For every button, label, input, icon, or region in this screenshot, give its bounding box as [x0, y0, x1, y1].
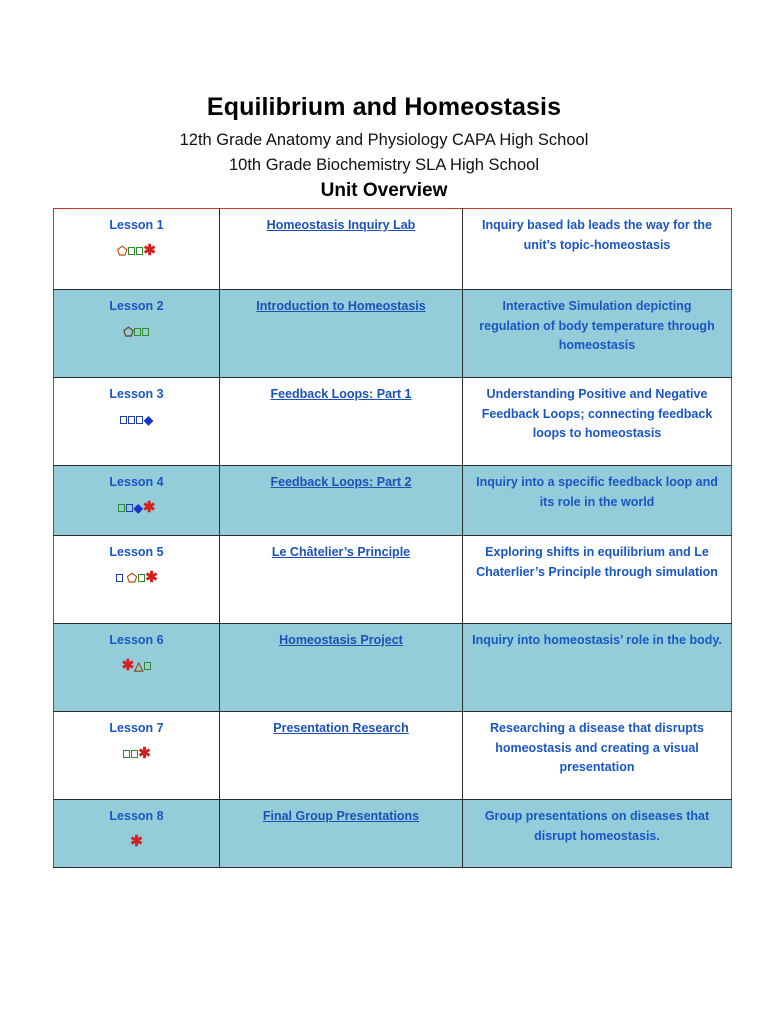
activity-cell — [220, 209, 463, 290]
lesson-cell — [54, 800, 220, 868]
activity-cell — [220, 536, 463, 624]
lesson-cell — [54, 378, 220, 466]
table-row — [54, 624, 732, 712]
section-heading: Unit Overview — [320, 180, 448, 201]
pentagon-icon: ⬠ — [126, 571, 138, 586]
lesson-cell — [54, 209, 220, 290]
square-icon — [128, 247, 135, 255]
lesson-icons — [62, 745, 211, 763]
description-cell: Interactive Simulation depicting regulation of body temperature through homeostasis — [463, 290, 732, 378]
lesson-cell — [54, 712, 220, 800]
square-icon — [142, 328, 149, 336]
lesson-label: Lesson 5 — [109, 545, 164, 559]
description-cell: Researching a disease that disrupts homeostasis and creating a visual presentation — [463, 712, 732, 800]
document-title: Equilibrium and Homeostasis — [206, 93, 562, 121]
square-icon — [144, 662, 151, 670]
activity-link[interactable]: Homeostasis Project — [279, 633, 403, 647]
subtitle-course-1: 12th Grade Anatomy and Physiology CAPA High School — [179, 131, 589, 149]
lesson-label: Lesson 6 — [109, 633, 164, 647]
lesson-icons — [62, 833, 211, 851]
table-row — [54, 712, 732, 800]
diamond-icon: ◆ — [143, 413, 154, 428]
square-icon — [123, 750, 130, 758]
table-row — [54, 800, 732, 868]
lesson-cell — [54, 624, 220, 712]
description-cell: Inquiry based lab leads the way for the unit’s topic-homeostasis — [463, 209, 732, 290]
activity-link[interactable]: Feedback Loops: Part 2 — [270, 475, 412, 489]
square-icon — [131, 750, 138, 758]
lesson-label: Lesson 7 — [109, 721, 164, 735]
description-cell: Group presentations on diseases that disrupt homeostasis. — [463, 800, 732, 868]
subtitle-course-2: 10th Grade Biochemistry SLA High School — [229, 156, 539, 174]
activity-link[interactable]: Introduction to Homeostasis — [256, 299, 426, 313]
square-icon — [128, 416, 135, 424]
asterisk-icon: ✱ — [143, 242, 156, 260]
description-cell: Understanding Positive and Negative Feedback Loops; connecting feedback loops to homeostasis — [463, 378, 732, 466]
activity-cell — [220, 800, 463, 868]
lesson-cell — [54, 290, 220, 378]
square-icon — [118, 504, 125, 512]
lesson-icons — [62, 242, 211, 260]
activity-cell — [220, 712, 463, 800]
table-row — [54, 290, 732, 378]
lesson-icons — [62, 499, 211, 517]
description-cell: Exploring shifts in equilibrium and Le Chaterlier’s Principle through simulation — [463, 536, 732, 624]
lesson-icons — [62, 657, 211, 675]
diamond-icon: ◆ — [133, 501, 143, 516]
square-icon — [136, 416, 143, 424]
table-row — [54, 209, 732, 290]
activity-link[interactable]: Presentation Research — [273, 721, 409, 735]
activity-cell — [220, 378, 463, 466]
lesson-cell — [54, 536, 220, 624]
lesson-label: Lesson 8 — [109, 809, 164, 823]
table-row — [54, 378, 732, 466]
pentagon-icon: ⬠ — [116, 244, 128, 259]
lesson-icons — [62, 411, 211, 429]
asterisk-icon: ✱ — [121, 657, 135, 675]
pentagon-icon: ⬠ — [123, 325, 134, 340]
lesson-icons — [62, 569, 211, 587]
table-row — [54, 536, 732, 624]
activity-cell — [220, 624, 463, 712]
lesson-icons — [62, 323, 211, 341]
activity-link[interactable]: Final Group Presentations — [262, 809, 420, 823]
square-icon — [138, 574, 145, 582]
unit-overview-table — [53, 208, 732, 868]
square-icon — [126, 504, 133, 512]
table-row — [54, 466, 732, 536]
asterisk-icon: ✱ — [130, 833, 143, 851]
activity-cell — [220, 290, 463, 378]
activity-cell — [220, 466, 463, 536]
triangle-icon: △ — [134, 659, 144, 674]
lesson-label: Lesson 4 — [109, 475, 164, 489]
description-cell: Inquiry into a specific feedback loop and its role in the world — [463, 466, 732, 536]
activity-link[interactable]: Le Châtelier’s Principle — [271, 545, 411, 559]
square-icon — [134, 328, 141, 336]
square-icon — [116, 574, 123, 582]
asterisk-icon: ✱ — [142, 499, 156, 517]
lesson-cell — [54, 466, 220, 536]
asterisk-icon: ✱ — [145, 569, 158, 587]
activity-link[interactable]: Feedback Loops: Part 1 — [270, 387, 412, 401]
square-icon — [120, 416, 127, 424]
description-cell: Inquiry into homeostasis’ role in the body. — [463, 624, 732, 712]
activity-link[interactable]: Homeostasis Inquiry Lab — [266, 218, 416, 232]
square-icon — [136, 247, 143, 255]
lesson-label: Lesson 1 — [109, 218, 164, 232]
lesson-label: Lesson 3 — [109, 387, 164, 401]
lesson-label: Lesson 2 — [109, 299, 164, 313]
asterisk-icon: ✱ — [138, 745, 151, 763]
